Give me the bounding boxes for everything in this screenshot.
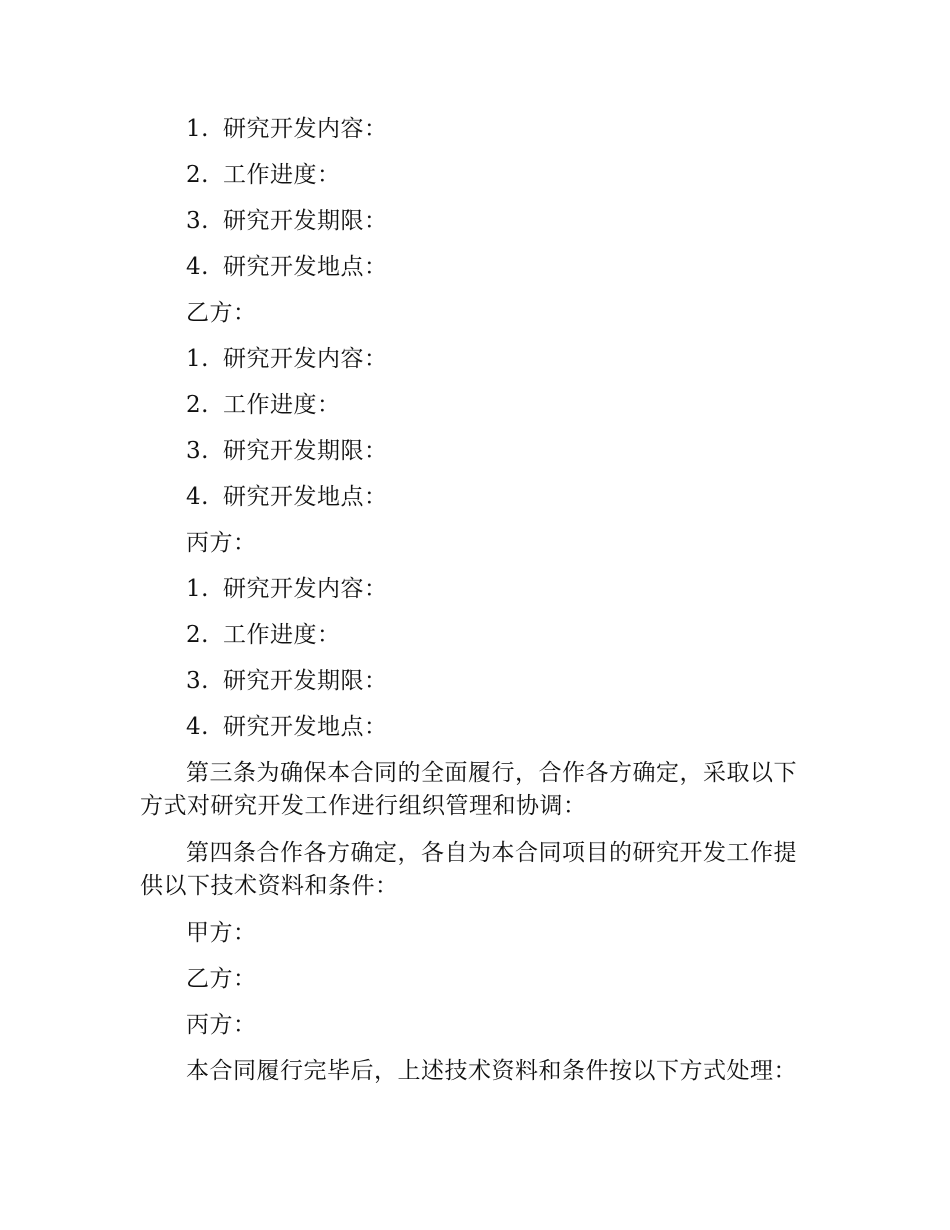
item-text: 研究开发内容：: [223, 346, 388, 372]
list-item: [140, 159, 820, 191]
list-item: [140, 481, 820, 513]
item-text: 工作进度：: [223, 392, 341, 418]
article-three: 第三条为确保本合同的全面履行，合作各方确定，采取以下方式对研究开发工作进行组织管理和协调：: [140, 760, 797, 819]
item-text: 研究开发期限：: [223, 438, 388, 464]
item-text: 研究开发内容：: [223, 576, 388, 602]
item-text: 研究开发内容：: [223, 116, 388, 142]
item-text: 研究开发期限：: [223, 208, 388, 234]
list-item: [140, 343, 820, 375]
item-number: 1.: [186, 116, 209, 142]
item-number: 3.: [186, 668, 209, 694]
party-heading: 丙方：: [186, 530, 257, 556]
list-item: [140, 665, 820, 697]
party-heading: 甲方：: [186, 920, 257, 946]
list-item: [140, 389, 820, 421]
item-text: 研究开发地点：: [223, 254, 388, 280]
list-item: [140, 205, 820, 237]
item-text: 研究开发地点：: [223, 484, 388, 510]
list-item: [140, 435, 820, 467]
item-text: 研究开发地点：: [223, 714, 388, 740]
item-number: 2.: [186, 162, 209, 188]
list-item: [140, 711, 820, 743]
item-number: 2.: [186, 622, 209, 648]
item-number: 1.: [186, 576, 209, 602]
item-number: 4.: [186, 484, 209, 510]
party-heading: 乙方：: [186, 966, 257, 992]
list-item: [140, 619, 820, 651]
item-text: 工作进度：: [223, 162, 341, 188]
list-item: [140, 113, 820, 145]
item-number: 3.: [186, 438, 209, 464]
item-number: 1.: [186, 346, 209, 372]
item-number: 3.: [186, 208, 209, 234]
list-item: [140, 573, 820, 605]
item-text: 研究开发期限：: [223, 668, 388, 694]
item-number: 2.: [186, 392, 209, 418]
party-heading: 乙方：: [186, 300, 257, 326]
item-number: 4.: [186, 254, 209, 280]
document-body: [140, 113, 820, 1101]
item-text: 工作进度：: [223, 622, 341, 648]
party-heading: 丙方：: [186, 1012, 257, 1038]
article-four: 第四条合作各方确定，各自为本合同项目的研究开发工作提供以下技术资料和条件：: [140, 840, 797, 899]
list-item: [140, 251, 820, 283]
item-number: 4.: [186, 714, 209, 740]
closing-paragraph: 本合同履行完毕后，上述技术资料和条件按以下方式处理：: [186, 1058, 797, 1084]
